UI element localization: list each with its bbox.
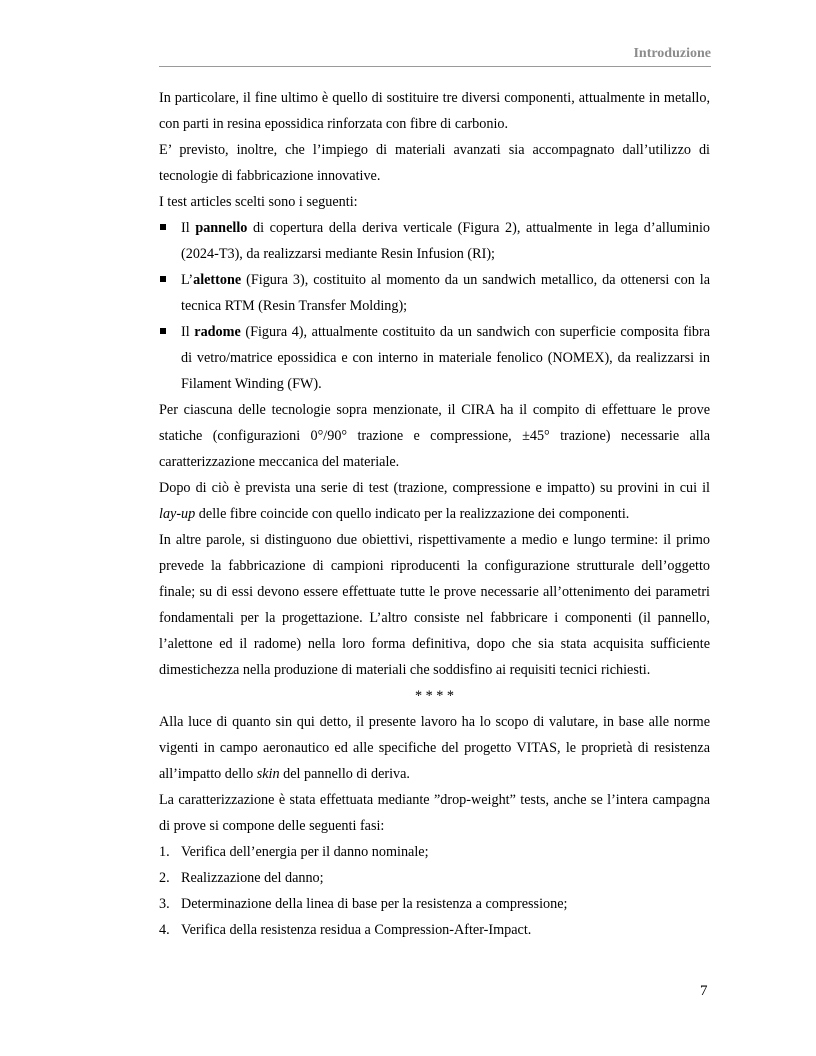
term-alettone: alettone [193, 272, 242, 288]
square-bullet-icon [160, 276, 166, 282]
list-item: Il pannello di copertura della deriva verticale (Figura 2), attualmente in lega d’alluminio (2024-T3), da realizzarsi mediante Resin Infusion (RI); [159, 215, 710, 267]
step-number: 4. [159, 922, 170, 938]
header-title: Introduzione [633, 46, 711, 61]
term-pannello: pannello [195, 220, 248, 236]
test-articles-list [159, 215, 710, 397]
term-radome: radome [194, 324, 241, 340]
page-number: 7 [700, 983, 708, 999]
page-body [159, 85, 710, 943]
paragraph-8: La caratterizzazione è stata effettuata mediante ”drop-weight” tests, anche se l’intera campagna di prove si compone delle seguenti fasi: [159, 792, 710, 834]
paragraph-4: Per ciascuna delle tecnologie sopra menzionate, il CIRA ha il compito di effettuare le prove statiche (configurazioni 0°/90° trazione e compressione, ±45° trazione) necessarie alla caratterizzazione meccanica del materiale. [159, 402, 710, 470]
step-number: 2. [159, 870, 170, 886]
term-lay-up: lay-up [159, 506, 196, 522]
paragraph-3: I test articles scelti sono i seguenti: [159, 194, 358, 210]
paragraph-1: In particolare, il fine ultimo è quello di sostituire tre diversi componenti, attualmente in metallo, con parti in resina epossidica rinforzata con fibre di carbonio. [159, 90, 710, 132]
list-item: L’alettone (Figura 3), costituito al momento da un sandwich metallico, da ottenersi con la tecnica RTM (Resin Transfer Molding); [159, 267, 710, 319]
square-bullet-icon [160, 328, 166, 334]
list-item: 4. Verifica della resistenza residua a Compression-After-Impact. [159, 917, 710, 943]
list-item: Il radome (Figura 4), attualmente costituito da un sandwich con superficie composita fibra di vetro/matrice epossidica e con interno in materiale fenolico (NOMEX), da realizzarsi in Filament Winding (FW). [159, 319, 710, 397]
step-number: 1. [159, 844, 170, 860]
test-phases-list [159, 839, 710, 943]
term-skin: skin [256, 766, 280, 782]
list-item: 2. Realizzazione del danno; [159, 865, 710, 891]
paragraph-5: Dopo di ciò è prevista una serie di test (trazione, compressione e impatto) su provini in cui il lay-up delle fibre coincide con quello indicato per la realizzazione dei componenti. [159, 480, 710, 522]
step-number: 3. [159, 896, 170, 912]
paragraph-7: Alla luce di quanto sin qui detto, il presente lavoro ha lo scopo di valutare, in base alle norme vigenti in campo aeronautico ed alle specifiche del progetto VITAS, le proprietà di resistenza all’impatto dello skin del pannello di deriva. [159, 714, 710, 782]
section-separator: * * * * [414, 688, 454, 704]
square-bullet-icon [160, 224, 166, 230]
paragraph-6: In altre parole, si distinguono due obiettivi, rispettivamente a medio e lungo termine: il primo prevede la fabbricazione di campioni riproducenti la configurazione strutturale dell’oggetto finale; su di essi devono essere effettuate tutte le prove necessarie all’ottenimento dei parametri fondamentali per la progettazione. L’altro consiste nel fabbricare i componenti (il pannello, l’alettone ed il radome) nella loro forma definitiva, dopo che sia stata acquisita sufficiente dimestichezza nella produzione di materiali che soddisfino ai requisiti tecnici richiesti. [159, 532, 710, 678]
list-item: 3. Determinazione della linea di base per la resistenza a compressione; [159, 891, 710, 917]
running-header [159, 44, 711, 67]
paragraph-2: E’ previsto, inoltre, che l’impiego di materiali avanzati sia accompagnato dall’utilizzo di tecnologie di fabbricazione innovative. [159, 142, 710, 184]
list-item: 1. Verifica dell’energia per il danno nominale; [159, 839, 710, 865]
